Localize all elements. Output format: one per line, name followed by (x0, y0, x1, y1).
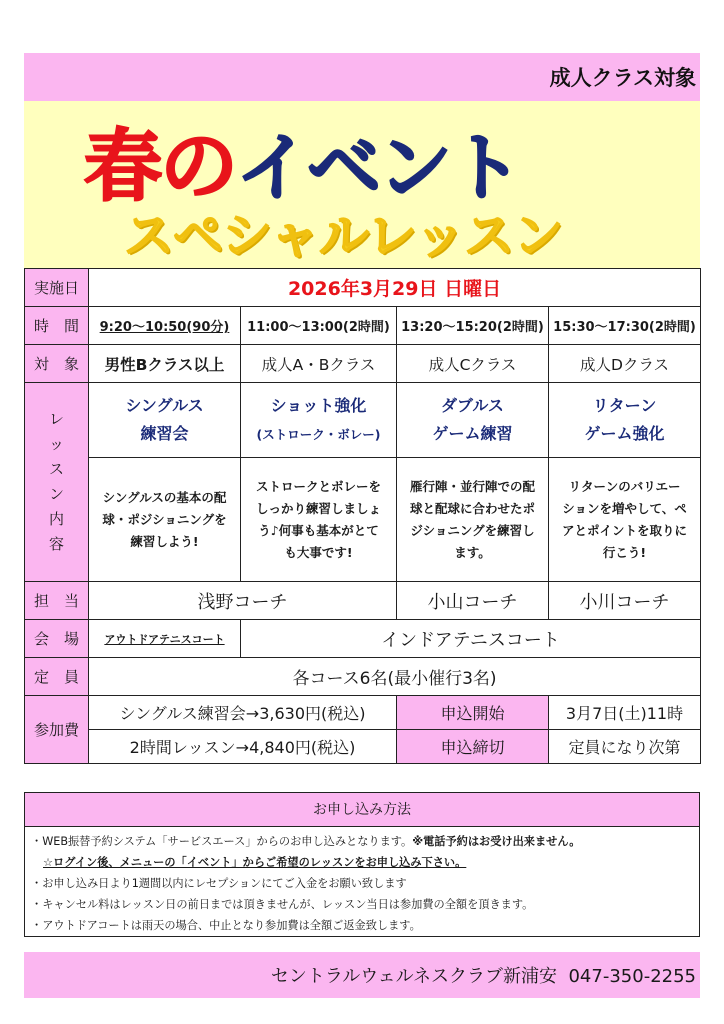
method-line: ・WEB振替予約システム「サービスエース」からのお申し込みとなります。※電話予約はお受け出来ません。 (31, 835, 581, 848)
page-title (84, 104, 684, 212)
class-time: 9:20〜10:50(90分) (89, 307, 241, 345)
venue-label: 会 場 (25, 620, 89, 658)
apply-end-label: 申込締切 (397, 730, 549, 764)
class-target: 男性Bクラス以上 (89, 345, 241, 383)
lesson-description: リターンのバリエー ションを増やして、ペ アとポイントを取りに 行こう! (549, 458, 701, 582)
event-date: 2026年3月29日 日曜日 (89, 269, 701, 307)
date-row (25, 269, 701, 307)
date-label: 実施日 (25, 269, 89, 307)
fee-two-hour: 2時間レッスン→4,840円(税込) (89, 730, 397, 764)
coach-name: 浅野コーチ (89, 582, 397, 620)
lesson-title: シングルス 練習会 (89, 383, 241, 458)
class-time: 13:20〜15:20(2時間) (397, 307, 549, 345)
venue-row (25, 620, 701, 658)
lesson-title: ショット強化 (ストローク・ボレー) (241, 383, 397, 458)
apply-end-value: 定員になり次第 (549, 730, 701, 764)
fee-label: 参加費 (25, 696, 89, 764)
target-audience-label: 成人クラス対象 (549, 66, 696, 90)
apply-start-value: 3月7日(土)11時 (549, 696, 701, 730)
lesson-description: シングルスの基本の配 球・ポジショニングを 練習しよう! (89, 458, 241, 582)
application-method-body (25, 827, 699, 936)
fee-singles: シングルス練習会→3,630円(税込) (89, 696, 397, 730)
lesson-description: ストロークとボレーを しっかり練習しましょ う♪何事も基本がとて も大事です! (241, 458, 397, 582)
coach-name: 小山コーチ (397, 582, 549, 620)
title-navy-part: イベント (236, 125, 521, 211)
target-row (25, 345, 701, 383)
outdoor-venue: アウトドアテニスコート (89, 620, 241, 658)
coach-label: 担 当 (25, 582, 89, 620)
lesson-title-row (25, 383, 701, 458)
lesson-content-label: レ ッ ス ン 内 容 (25, 383, 89, 582)
application-method-box (24, 792, 700, 937)
lesson-desc-row (25, 458, 701, 582)
application-method-heading: お申し込み方法 (25, 793, 699, 827)
method-line: ・キャンセル料はレッスン日の前日までは頂きませんが、レッスン当日は参加費の全額を頂きます。 (31, 898, 534, 911)
class-target: 成人A・Bクラス (241, 345, 397, 383)
capacity-row (25, 658, 701, 696)
coach-row (25, 582, 701, 620)
coach-name: 小川コーチ (549, 582, 701, 620)
time-row (25, 307, 701, 345)
lesson-title: ダブルス ゲーム練習 (397, 383, 549, 458)
time-label: 時 間 (25, 307, 89, 345)
club-name: セントラルウェルネスクラブ新浦安 (270, 966, 558, 987)
class-target: 成人Dクラス (549, 345, 701, 383)
lesson-title: リターン ゲーム強化 (549, 383, 701, 458)
capacity-label: 定 員 (25, 658, 89, 696)
method-line: ・アウトドアコートは雨天の場合、中止となり参加費は全額ご返金致します。 (31, 919, 421, 932)
class-time: 15:30〜17:30(2時間) (549, 307, 701, 345)
lesson-description: 雁行陣・並行陣での配 球と配球に合わせたポ ジショニングを練習し ます。 (397, 458, 549, 582)
indoor-venue: インドアテニスコート (241, 620, 701, 658)
apply-start-label: 申込開始 (397, 696, 549, 730)
class-target: 成人Cクラス (397, 345, 549, 383)
fee-row-1 (25, 696, 701, 730)
method-line: ・お申し込み日より1週間以内にレセプションにてご入金をお願い致します (31, 877, 407, 890)
page-subtitle: スペシャルレッスン (124, 207, 563, 265)
schedule-table (24, 268, 701, 764)
footer-contact (271, 962, 696, 988)
phone-number: 047-350-2255 (568, 966, 696, 987)
method-line-login: ☆ログイン後、メニューの「イベント」からご希望のレッスンをお申し込み下さい。 (43, 856, 467, 869)
fee-row-2 (25, 730, 701, 764)
target-label: 対 象 (25, 345, 89, 383)
class-time: 11:00〜13:00(2時間) (241, 307, 397, 345)
capacity-value: 各コース6名(最小催行3名) (89, 658, 701, 696)
title-red-part: 春の (84, 122, 237, 212)
